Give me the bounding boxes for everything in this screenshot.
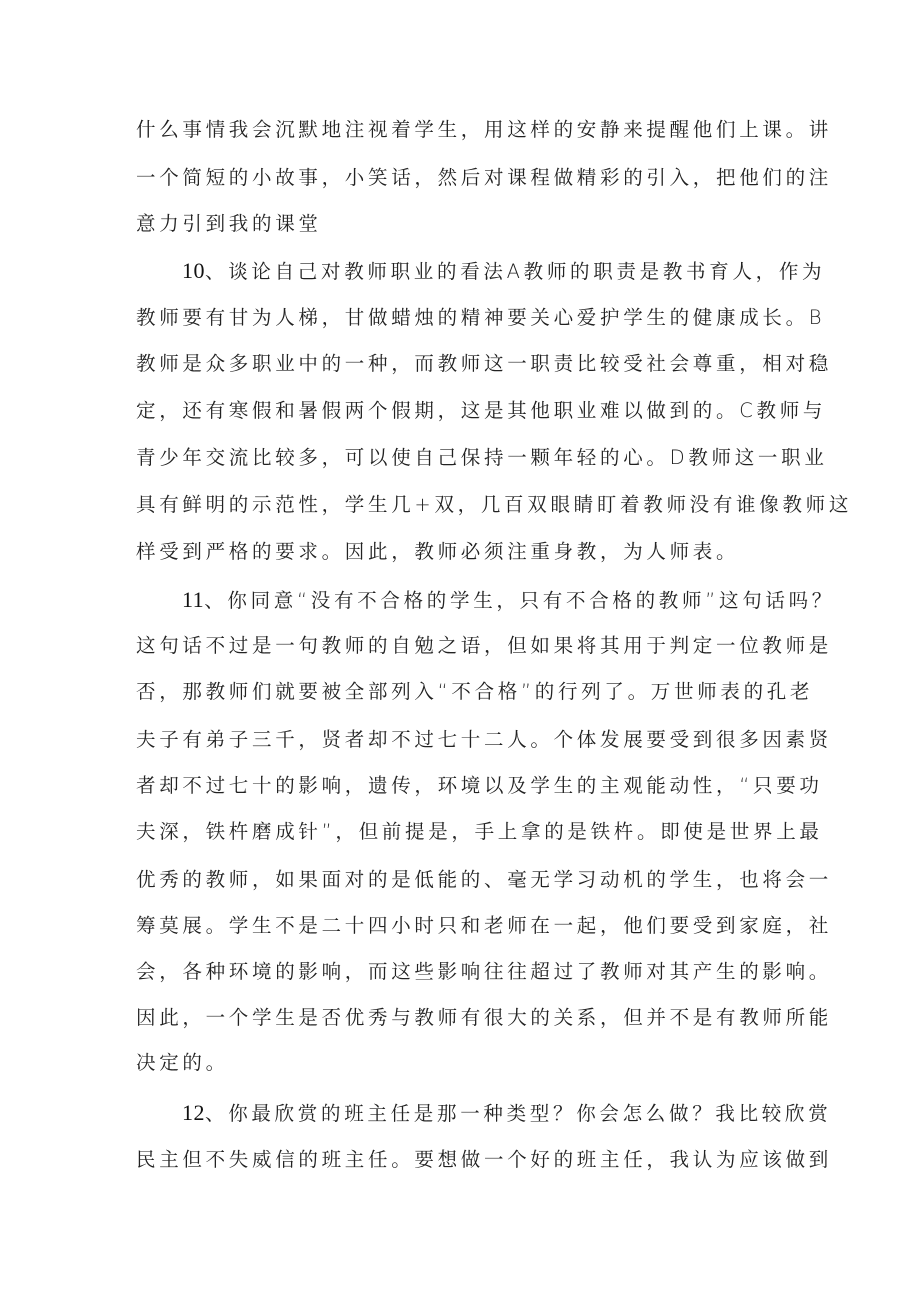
question-number: 11 xyxy=(182,587,205,612)
text-line: 教师要有甘为人梯，甘做蜡烛的精神要关心爱护学生的健康成长。B xyxy=(136,306,826,329)
text-span: 、你最欣赏的班主任是那一种类型？你会怎么做？我比较欣赏 xyxy=(205,1102,832,1125)
text-line: 定，还有寒假和暑假两个假期，这是其他职业难以做到的。C教师与 xyxy=(136,399,827,422)
text-line: 教师是众多职业中的一种，而教师这一职责比较受社会尊重，相对稳 xyxy=(136,352,833,375)
paragraph-first-line xyxy=(182,585,842,615)
text-span: 、你同意“没有不合格的学生，只有不合格的教师”这句话吗？ xyxy=(204,589,835,612)
text-line: 一个简短的小故事，小笑话，然后对课程做精彩的引入，把他们的注 xyxy=(136,166,833,189)
question-number: 12 xyxy=(182,1100,205,1125)
text-line: 样受到严格的要求。因此，教师必须注重身教，为人师表。 xyxy=(136,540,740,563)
text-line: 会，各种环境的影响，而这些影响往往超过了教师对其产生的影响。 xyxy=(136,960,833,983)
text-span: 、谈论自己对教师职业的看法A教师的职责是教书育人，作为 xyxy=(205,260,826,283)
text-line: 夫深，铁杵磨成针”，但前提是，手上拿的是铁杵。即使是世界上最 xyxy=(136,820,823,843)
paragraph-first-line xyxy=(182,256,842,286)
text-line: 筹莫展。学生不是二十四小时只和老师在一起，他们要受到家庭，社 xyxy=(136,914,833,937)
text-line: 民主但不失威信的班主任。要想做一个好的班主任，我认为应该做到 xyxy=(136,1148,833,1171)
text-line: 具有鲜明的示范性，学生几+双，几百双眼睛盯着教师没有谁像教师这 xyxy=(136,493,853,516)
text-line: 优秀的教师，如果面对的是低能的、毫无学习动机的学生，也将会一 xyxy=(136,868,833,891)
text-line: 夫子有弟子三千，贤者却不过七十二人。个体发展要受到很多因素贤 xyxy=(136,728,833,751)
text-line: 否，那教师们就要被全部列入“不合格”的行列了。万世师表的孔老 xyxy=(136,680,814,703)
paragraph-first-line xyxy=(182,1098,842,1128)
text-line: 青少年交流比较多，可以使自己保持一颗年轻的心。D教师这一职业 xyxy=(136,446,828,469)
text-line: 意力引到我的课堂 xyxy=(136,212,322,235)
text-line: 因此，一个学生是否优秀与教师有很大的关系，但并不是有教师所能 xyxy=(136,1006,833,1029)
text-line: 决定的。 xyxy=(136,1051,229,1074)
text-line: 什么事情我会沉默地注视着学生，用这样的安静来提醒他们上课。讲 xyxy=(136,118,833,141)
question-number: 10 xyxy=(182,258,205,283)
text-line: 者却不过七十的影响，遗传，环境以及学生的主观能动性，“只要功 xyxy=(136,774,823,797)
text-line: 这句话不过是一句教师的自勉之语，但如果将其用于判定一位教师是 xyxy=(136,634,833,657)
